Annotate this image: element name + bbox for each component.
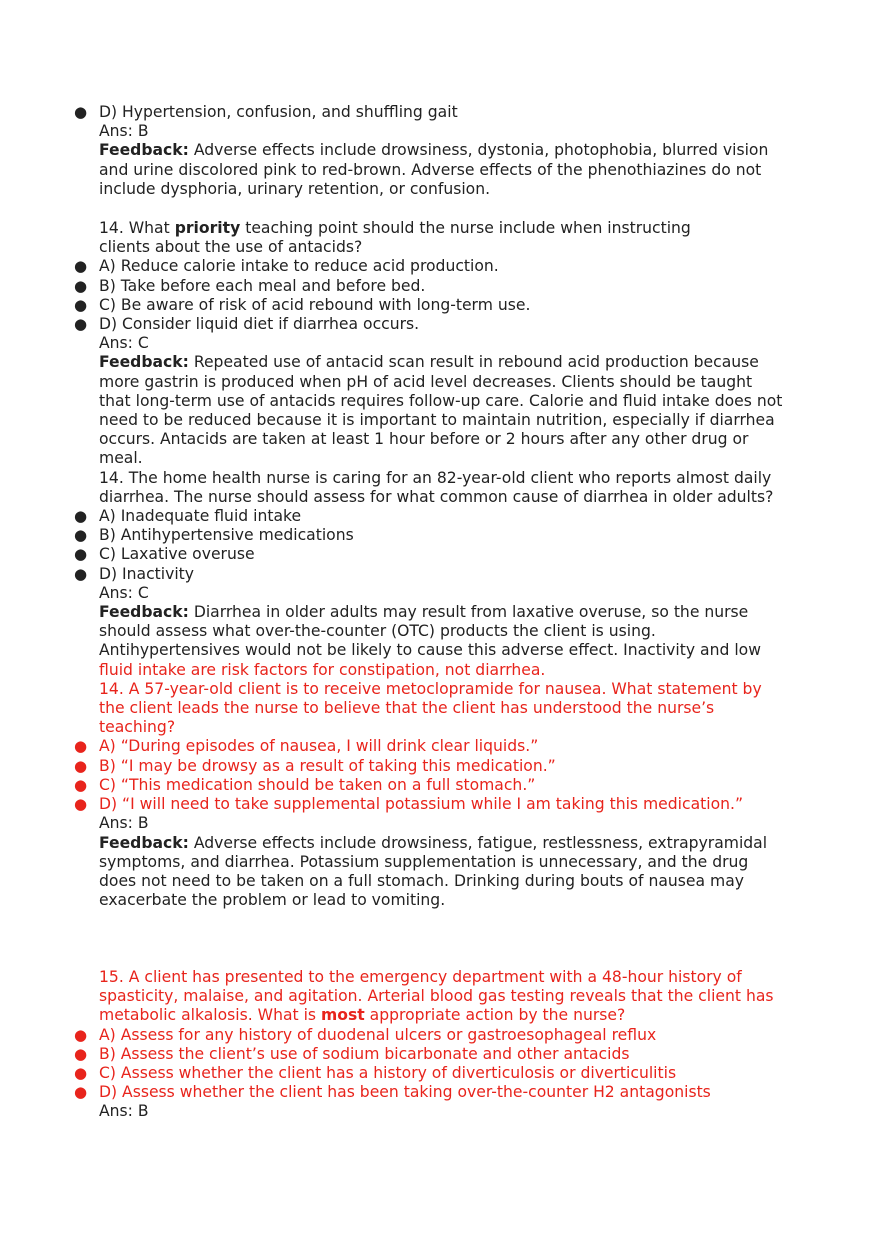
answer: Ans: B — [99, 1102, 149, 1121]
answer: Ans: C — [99, 334, 149, 353]
question-stem-metoclopramide: 14. A 57-year-old client is to receive metoclopramide for nausea. What statement by the client leads the nurse to believe that the client has understood the nurse’s teaching? — [99, 679, 762, 737]
question-stem-diarrhea: 14. The home health nurse is caring for an 82-year-old client who reports almost daily diarrhea. The nurse should assess for what common cause of diarrhea in older adults? — [99, 468, 774, 506]
feedback-text: Adverse effects include drowsiness, fatigue, restlessness, extrapyramidal symptoms, and diarrhea. Potassium supplementation is unnecessary, and the drug does not need to be taken on a full stomach. Drinking during bouts of nausea may exacerbate the problem or lead to vomiting. — [99, 833, 768, 910]
feedback — [0, 353, 880, 468]
option-a: ● A) “During episodes of nausea, I will drink clear liquids.” — [74, 737, 539, 756]
bullet: ● — [74, 295, 88, 314]
bullet: ● — [74, 103, 88, 121]
question-13-tail — [0, 103, 880, 199]
feedback-label: Feedback: — [99, 141, 189, 160]
feedback-text: Diarrhea in older adults may result from laxative overuse, so the nurse should assess what over-the-counter (OTC) products the client is using. Antihypertensives would not be likely to cause this adverse effect. Inactivity and low — [99, 603, 761, 660]
answer: Ans: B — [99, 122, 149, 141]
feedback — [0, 603, 880, 680]
feedback — [0, 834, 880, 911]
bullet: ● — [74, 1083, 88, 1102]
option-b: ● B) Antihypertensive medications — [74, 526, 354, 545]
option-c: ● C) Assess whether the client has a history of diverticulosis or diverticulitis — [74, 1064, 677, 1083]
bullet: ● — [74, 1044, 88, 1063]
option-a: ● A) Inadequate fluid intake — [74, 507, 302, 526]
feedback-label: Feedback: — [99, 603, 189, 622]
feedback-text: Adverse effects include drowsiness, dystonia, photophobia, blurred vision and urine discolored pink to red-brown. Adverse effects of the phenothiazines do not include dysphoria, urinary retention, or confusion. — [99, 141, 769, 198]
emphasis: priority — [174, 219, 241, 237]
option-c: ● C) “This medication should be taken on a full stomach.” — [74, 775, 536, 794]
option-c: ● C) Be aware of risk of acid rebound with long-term use. — [74, 295, 531, 314]
option-d: ● D) Inactivity — [74, 564, 195, 583]
question-stem: 14. What priority teaching point should the nurse include when instructing clients about the use of antacids? — [99, 219, 691, 257]
emphasis: most — [321, 1006, 365, 1025]
option-d: ● D) Consider liquid diet if diarrhea occurs. — [74, 315, 420, 334]
bullet: ● — [74, 564, 88, 583]
feedback-highlighted-text: fluid intake are risk factors for constipation, not diarrhea. — [99, 660, 546, 679]
feedback-label: Feedback: — [99, 833, 189, 852]
option-d: ● D) Hypertension, confusion, and shuffling gait — [74, 103, 458, 121]
option-b: ● B) Take before each meal and before bed. — [74, 276, 426, 295]
bullet: ● — [74, 795, 88, 814]
bullet: ● — [74, 315, 88, 334]
answer: Ans: B — [99, 814, 149, 833]
option-d: ● D) Assess whether the client has been taking over-the-counter H2 antagonists — [74, 1083, 711, 1102]
question-stem: 15. A client has presented to the emergency department with a 48-hour history of spasticity, malaise, and agitation. Arterial blood gas testing reveals that the client has metabolic alkalosis. What is most appropriate action by the nurse? — [99, 968, 774, 1025]
bullet: ● — [74, 276, 88, 295]
bullet: ● — [74, 507, 88, 526]
bullet: ● — [74, 545, 88, 564]
bullet: ● — [74, 1025, 88, 1044]
bullet: ● — [74, 775, 88, 794]
feedback-text: Repeated use of antacid scan result in rebound acid production because more gastrin is produced when pH of acid level decreases. Clients should be taught that long-term use of antacids requires follow-up care. Calorie and fluid intake does not need to be reduced because it is important to maintain nutrition, especially if diarrhea occurs. Antacids are taken at least 1 hour before or 2 hours after any other drug or meal. — [99, 353, 783, 468]
bullet: ● — [74, 1064, 88, 1083]
answer: Ans: C — [99, 583, 149, 602]
question-15 — [0, 968, 880, 1122]
feedback — [0, 141, 880, 199]
feedback-label: Feedback: — [99, 353, 189, 372]
option-a: ● A) Assess for any history of duodenal ulcers or gastroesophageal reflux — [74, 1025, 657, 1044]
bullet: ● — [74, 526, 88, 545]
option-c: ● C) Laxative overuse — [74, 545, 255, 564]
option-b: ● B) Assess the client’s use of sodium bicarbonate and other antacids — [74, 1044, 630, 1063]
option-b: ● B) “I may be drowsy as a result of taking this medication.” — [74, 756, 556, 775]
option-a: ● A) Reduce calorie intake to reduce acid production. — [74, 257, 499, 276]
question-14-antacids — [0, 219, 880, 910]
bullet: ● — [74, 756, 88, 775]
bullet: ● — [74, 257, 88, 276]
option-d: ● D) “I will need to take supplemental potassium while I am taking this medication.” — [74, 795, 744, 814]
bullet: ● — [74, 737, 88, 756]
